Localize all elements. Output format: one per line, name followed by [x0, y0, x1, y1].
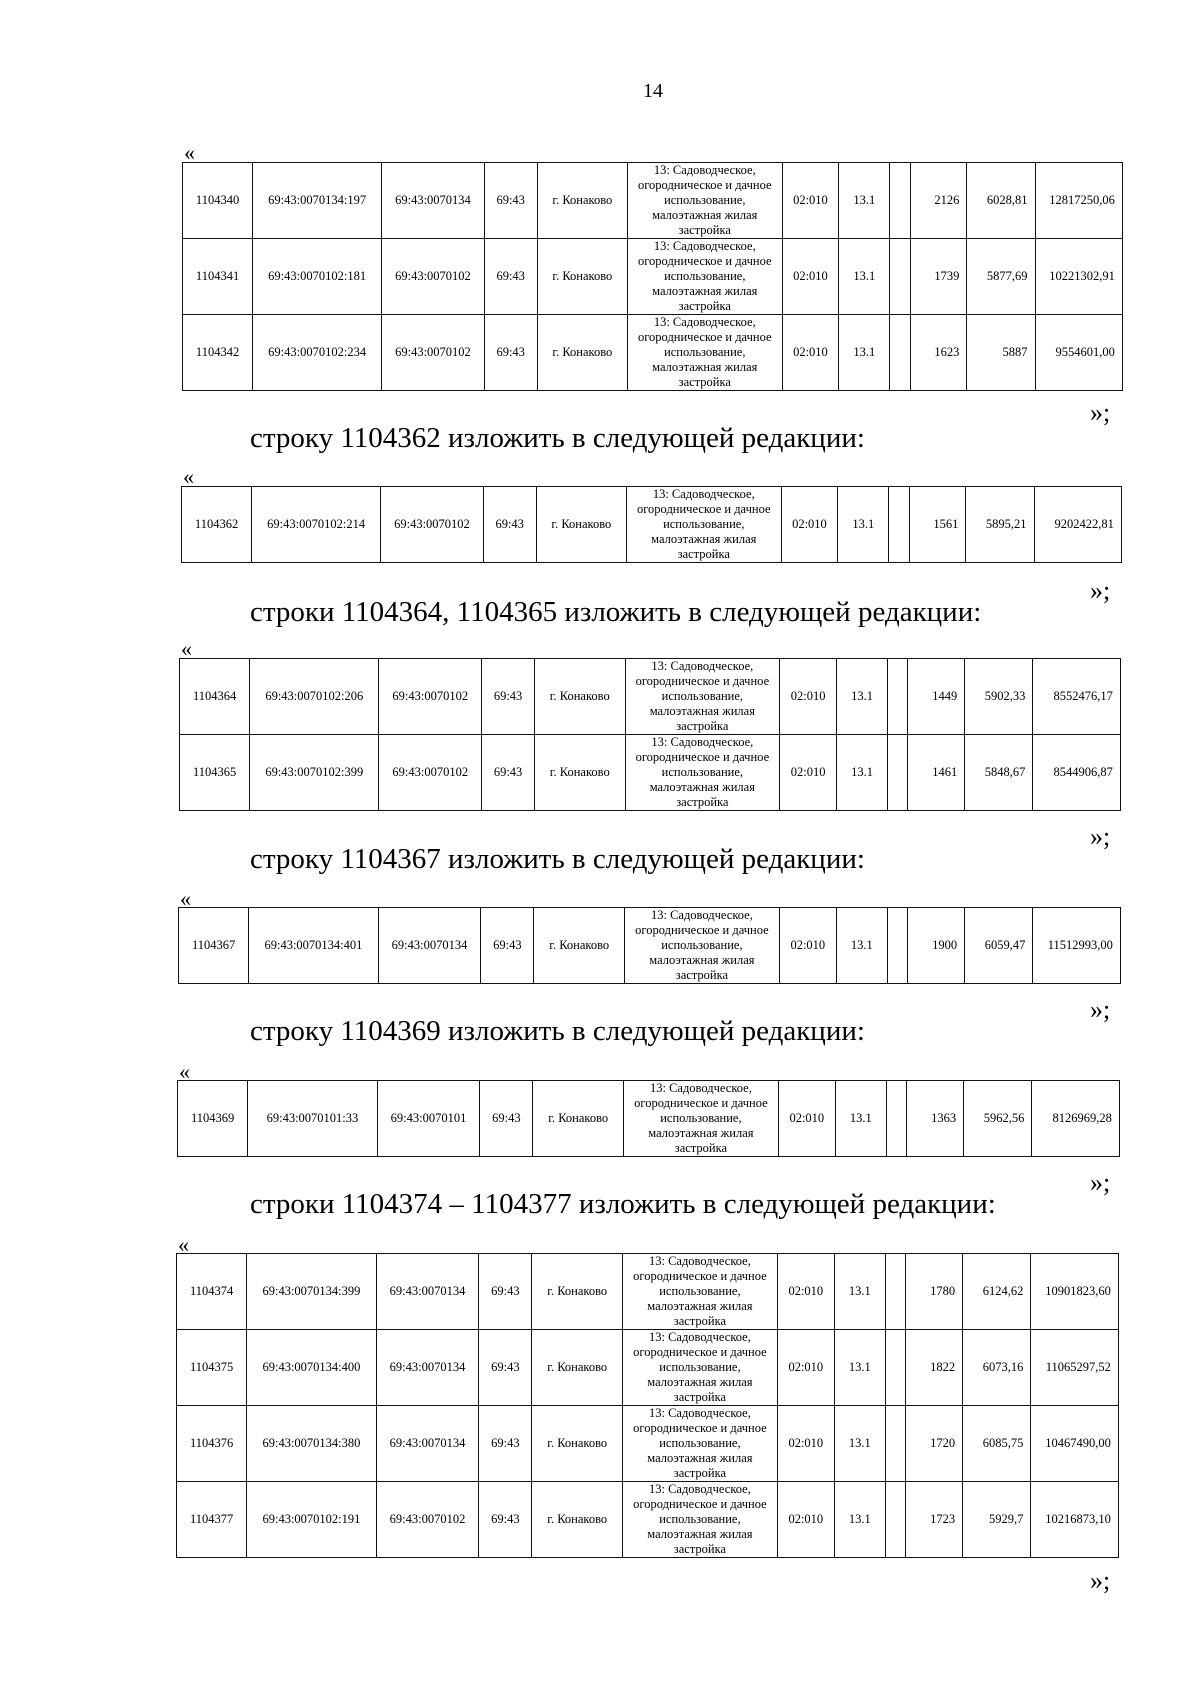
row-id-cell: 1104375	[177, 1330, 247, 1406]
row-id-cell: 1104341	[183, 239, 253, 315]
specific-value-cell: 6073,16	[963, 1330, 1031, 1406]
district-code-cell: 69:43	[484, 163, 537, 239]
cadastral-value-cell: 8544906,87	[1033, 735, 1120, 811]
land-use-cell: 13: Садоводческое, огородническое и дачное использование, малоэтажная жилая застройка	[624, 1081, 779, 1157]
land-use-cell: 13: Садоводческое, огородническое и дачное использование, малоэтажная жилая застройка	[625, 659, 780, 735]
cadastral-value-cell: 8126969,28	[1032, 1081, 1120, 1157]
registry-table	[176, 1253, 1119, 1558]
cadastral-value-cell: 11512993,00	[1033, 908, 1121, 984]
cadastral-quarter-cell: 69:43:0070134	[376, 1330, 479, 1406]
cadastral-value-cell: 8552476,17	[1033, 659, 1120, 735]
cadastral-number-cell: 69:43:0070102:206	[250, 659, 379, 735]
opening-quote: «	[183, 464, 194, 489]
land-use-cell: 13: Садоводческое, огородническое и дачное использование, малоэтажная жилая застройка	[627, 487, 781, 563]
cadastral-quarter-cell: 69:43:0070134	[378, 908, 481, 984]
group-code-cell: 13.1	[834, 1254, 885, 1330]
group-code-cell: 13.1	[839, 315, 890, 391]
locality-cell: г. Конаково	[532, 1254, 623, 1330]
section-heading: строку 1104367 изложить в следующей редакции:	[250, 843, 865, 875]
row-id-cell: 1104364	[180, 659, 250, 735]
empty-cell	[886, 1081, 906, 1157]
area-cell: 1720	[906, 1406, 963, 1482]
cadastral-number-cell: 69:43:0070102:191	[247, 1482, 376, 1558]
cadastral-value-cell: 10216873,10	[1031, 1482, 1119, 1558]
locality-cell: г. Конаково	[532, 1330, 623, 1406]
group-code-cell: 13.1	[834, 1330, 885, 1406]
row-id-cell: 1104374	[177, 1254, 247, 1330]
group-code-cell: 13.1	[836, 908, 887, 984]
empty-cell	[887, 908, 907, 984]
cadastral-quarter-cell: 69:43:0070102	[379, 735, 482, 811]
zone-code-cell: 02:010	[782, 239, 839, 315]
zone-code-cell: 02:010	[777, 1330, 834, 1406]
district-code-cell: 69:43	[479, 1406, 532, 1482]
district-code-cell: 69:43	[482, 735, 535, 811]
cadastral-quarter-cell: 69:43:0070102	[376, 1482, 479, 1558]
area-cell: 1739	[910, 239, 967, 315]
empty-cell	[890, 163, 910, 239]
specific-value-cell: 5895,21	[966, 487, 1034, 563]
locality-cell: г. Конаково	[537, 315, 627, 391]
specific-value-cell: 5929,7	[963, 1482, 1031, 1558]
group-code-cell: 13.1	[839, 239, 890, 315]
locality-cell: г. Конаково	[532, 1406, 623, 1482]
area-cell: 1363	[907, 1081, 964, 1157]
specific-value-cell: 6028,81	[967, 163, 1035, 239]
zone-code-cell: 02:010	[782, 163, 839, 239]
specific-value-cell: 6124,62	[963, 1254, 1031, 1330]
zone-code-cell: 02:010	[780, 659, 837, 735]
empty-cell	[887, 659, 907, 735]
cadastral-quarter-cell: 69:43:0070102	[382, 239, 485, 315]
locality-cell: г. Конаково	[537, 239, 627, 315]
group-code-cell: 13.1	[835, 1081, 886, 1157]
district-code-cell: 69:43	[479, 1482, 532, 1558]
table-row	[180, 735, 1121, 811]
cadastral-quarter-cell: 69:43:0070134	[382, 163, 485, 239]
district-code-cell: 69:43	[481, 908, 534, 984]
empty-cell	[887, 735, 907, 811]
row-id-cell: 1104367	[179, 908, 249, 984]
section-heading: строку 1104362 изложить в следующей редакции:	[250, 422, 865, 454]
specific-value-cell: 5877,69	[967, 239, 1035, 315]
cadastral-number-cell: 69:43:0070102:399	[250, 735, 379, 811]
table-row	[182, 487, 1122, 563]
closing-quote: »;	[1090, 398, 1111, 427]
area-cell: 1900	[908, 908, 965, 984]
locality-cell: г. Конаково	[533, 1081, 624, 1157]
row-id-cell: 1104369	[178, 1081, 248, 1157]
cadastral-quarter-cell: 69:43:0070102	[381, 487, 484, 563]
land-use-cell: 13: Садоводческое, огородническое и дачное использование, малоэтажная жилая застройка	[623, 1406, 778, 1482]
table-row	[183, 163, 1123, 239]
closing-quote: »;	[1090, 1566, 1111, 1595]
specific-value-cell: 5902,33	[965, 659, 1033, 735]
group-code-cell: 13.1	[839, 163, 890, 239]
cadastral-number-cell: 69:43:0070102:234	[253, 315, 382, 391]
cadastral-number-cell: 69:43:0070134:197	[253, 163, 382, 239]
cadastral-number-cell: 69:43:0070134:399	[247, 1254, 376, 1330]
opening-quote: «	[178, 1232, 189, 1257]
row-id-cell: 1104340	[183, 163, 253, 239]
cadastral-value-cell: 12817250,06	[1035, 163, 1122, 239]
empty-cell	[890, 239, 910, 315]
land-use-cell: 13: Садоводческое, огородническое и дачное использование, малоэтажная жилая застройка	[628, 315, 782, 391]
section-heading: строки 1104364, 1104365 изложить в следующей редакции:	[250, 596, 982, 628]
row-id-cell: 1104362	[182, 487, 252, 563]
registry-table	[181, 486, 1122, 563]
table-row	[177, 1254, 1119, 1330]
table-row	[177, 1482, 1119, 1558]
opening-quote: «	[180, 886, 191, 911]
district-code-cell: 69:43	[484, 239, 537, 315]
zone-code-cell: 02:010	[777, 1482, 834, 1558]
group-code-cell: 13.1	[834, 1406, 885, 1482]
cadastral-value-cell: 9202422,81	[1034, 487, 1121, 563]
table-row	[177, 1330, 1119, 1406]
area-cell: 1822	[906, 1330, 963, 1406]
group-code-cell: 13.1	[837, 659, 888, 735]
area-cell: 1780	[906, 1254, 963, 1330]
district-code-cell: 69:43	[479, 1330, 532, 1406]
locality-cell: г. Конаково	[535, 659, 626, 735]
cadastral-quarter-cell: 69:43:0070134	[376, 1254, 479, 1330]
cadastral-value-cell: 10901823,60	[1031, 1254, 1119, 1330]
table-row	[178, 1081, 1120, 1157]
land-use-cell: 13: Садоводческое, огородническое и дачное использование, малоэтажная жилая застройка	[628, 163, 782, 239]
page-number: 14	[643, 80, 663, 102]
specific-value-cell: 6085,75	[963, 1406, 1031, 1482]
zone-code-cell: 02:010	[780, 735, 837, 811]
registry-table	[178, 907, 1121, 984]
cadastral-value-cell: 10221302,91	[1035, 239, 1122, 315]
cadastral-quarter-cell: 69:43:0070102	[379, 659, 482, 735]
zone-code-cell: 02:010	[778, 1081, 835, 1157]
closing-quote: »;	[1090, 995, 1111, 1024]
section-heading: строки 1104374 – 1104377 изложить в следующей редакции:	[250, 1188, 996, 1220]
closing-quote: »;	[1090, 822, 1111, 851]
section-heading: строку 1104369 изложить в следующей редакции:	[250, 1015, 865, 1047]
cadastral-value-cell: 10467490,00	[1031, 1406, 1119, 1482]
district-code-cell: 69:43	[482, 659, 535, 735]
empty-cell	[885, 1330, 905, 1406]
land-use-cell: 13: Садоводческое, огородническое и дачное использование, малоэтажная жилая застройка	[628, 239, 782, 315]
locality-cell: г. Конаково	[535, 735, 626, 811]
area-cell: 1461	[908, 735, 965, 811]
opening-quote: «	[184, 140, 195, 165]
registry-table	[182, 162, 1123, 391]
area-cell: 1561	[909, 487, 966, 563]
opening-quote: «	[181, 636, 192, 661]
registry-table	[177, 1080, 1120, 1157]
cadastral-number-cell: 69:43:0070134:400	[247, 1330, 376, 1406]
zone-code-cell: 02:010	[782, 315, 839, 391]
cadastral-quarter-cell: 69:43:0070134	[376, 1406, 479, 1482]
area-cell: 1623	[910, 315, 967, 391]
closing-quote: »;	[1090, 576, 1111, 605]
area-cell: 2126	[910, 163, 967, 239]
locality-cell: г. Конаково	[536, 487, 626, 563]
empty-cell	[885, 1254, 905, 1330]
district-code-cell: 69:43	[484, 315, 537, 391]
specific-value-cell: 6059,47	[965, 908, 1033, 984]
table-row	[183, 239, 1123, 315]
cadastral-value-cell: 9554601,00	[1035, 315, 1122, 391]
locality-cell: г. Конаково	[537, 163, 627, 239]
locality-cell: г. Конаково	[532, 1482, 623, 1558]
table-row	[183, 315, 1123, 391]
specific-value-cell: 5887	[967, 315, 1035, 391]
cadastral-quarter-cell: 69:43:0070102	[382, 315, 485, 391]
cadastral-number-cell: 69:43:0070101:33	[248, 1081, 377, 1157]
group-code-cell: 13.1	[834, 1482, 885, 1558]
cadastral-number-cell: 69:43:0070102:214	[252, 487, 381, 563]
zone-code-cell: 02:010	[777, 1254, 834, 1330]
empty-cell	[885, 1482, 905, 1558]
land-use-cell: 13: Садоводческое, огородническое и дачное использование, малоэтажная жилая застройка	[625, 908, 780, 984]
empty-cell	[889, 487, 909, 563]
district-code-cell: 69:43	[480, 1081, 533, 1157]
district-code-cell: 69:43	[483, 487, 536, 563]
table-row	[180, 659, 1121, 735]
zone-code-cell: 02:010	[781, 487, 838, 563]
specific-value-cell: 5848,67	[965, 735, 1033, 811]
cadastral-number-cell: 69:43:0070102:181	[253, 239, 382, 315]
cadastral-number-cell: 69:43:0070134:401	[249, 908, 378, 984]
specific-value-cell: 5962,56	[964, 1081, 1032, 1157]
area-cell: 1723	[906, 1482, 963, 1558]
cadastral-value-cell: 11065297,52	[1031, 1330, 1119, 1406]
table-row	[179, 908, 1121, 984]
zone-code-cell: 02:010	[777, 1406, 834, 1482]
empty-cell	[890, 315, 910, 391]
group-code-cell: 13.1	[838, 487, 889, 563]
area-cell: 1449	[908, 659, 965, 735]
row-id-cell: 1104342	[183, 315, 253, 391]
closing-quote: »;	[1090, 1168, 1111, 1197]
land-use-cell: 13: Садоводческое, огородническое и дачное использование, малоэтажная жилая застройка	[623, 1330, 778, 1406]
opening-quote: «	[179, 1059, 190, 1084]
cadastral-number-cell: 69:43:0070134:380	[247, 1406, 376, 1482]
land-use-cell: 13: Садоводческое, огородническое и дачное использование, малоэтажная жилая застройка	[625, 735, 780, 811]
district-code-cell: 69:43	[479, 1254, 532, 1330]
registry-table	[179, 658, 1121, 811]
group-code-cell: 13.1	[837, 735, 888, 811]
locality-cell: г. Конаково	[534, 908, 625, 984]
table-row	[177, 1406, 1119, 1482]
cadastral-quarter-cell: 69:43:0070101	[377, 1081, 480, 1157]
empty-cell	[885, 1406, 905, 1482]
land-use-cell: 13: Садоводческое, огородническое и дачное использование, малоэтажная жилая застройка	[623, 1482, 778, 1558]
land-use-cell: 13: Садоводческое, огородническое и дачное использование, малоэтажная жилая застройка	[623, 1254, 778, 1330]
row-id-cell: 1104365	[180, 735, 250, 811]
zone-code-cell: 02:010	[779, 908, 836, 984]
row-id-cell: 1104377	[177, 1482, 247, 1558]
row-id-cell: 1104376	[177, 1406, 247, 1482]
